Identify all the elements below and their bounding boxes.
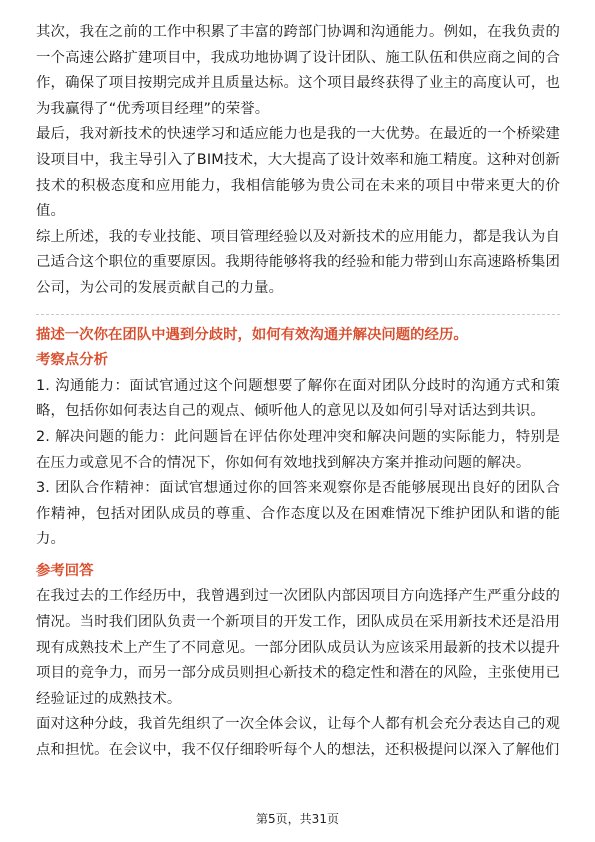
answer-paragraph-1: 在我过去的工作经历中，我曾遇到过一次团队内部因项目方向选择产生严重分歧的情况。当时我们团队负责一个新项目的开发工作，团队成员在采用新技术还是沿用现有成熟技术上产生了不同意见。一部分团队成员认为应该采用最新的技术以提升项目的竞争力，而另一部分成员则担心新技术的稳定性和潜在的风险，主张使用已经验证过的成熟技术。 bbox=[36, 588, 560, 707]
analysis-item-3: 3. 团队合作精神：面试官想通过你的回答来观察你是否能够展现出良好的团队合作精神，包括对团队成员的尊重、合作态度以及在困难情况下维护团队和谐的能力。 bbox=[36, 480, 560, 548]
intro-paragraph-1: 其次，我在之前的工作中积累了丰富的跨部门协调和沟通能力。例如，在我负责的一个高速公路扩建项目中，我成功地协调了设计团队、施工队伍和供应商之间的合作，确保了项目按期完成并且质量达标。这个项目最终获得了业主的高度认可，也为我赢得了“优秀项目经理”的荣誉。 bbox=[36, 24, 560, 117]
intro-section bbox=[36, 20, 560, 302]
question-heading: 描述一次你在团队中遇到分歧时，如何有效沟通并解决问题的经历。 bbox=[36, 326, 468, 343]
intro-paragraph-2: 最后，我对新技术的快速学习和适应能力也是我的一大优势。在最近的一个桥梁建设项目中，我主导引入了BIM技术，大大提高了设计效率和施工精度。这种对创新技术的积极态度和应用能力，我相信能够为贵公司在未来的项目中带来更大的价值。 bbox=[36, 126, 560, 220]
analysis-title: 考察点分析 bbox=[36, 352, 108, 369]
section-divider bbox=[36, 314, 560, 315]
answer-section bbox=[36, 559, 560, 764]
analysis-section bbox=[36, 348, 560, 553]
answer-paragraph-2: 面对这种分歧，我首先组织了一次全体会议，让每个人都有机会充分表达自己的观点和担忧。在会议中，我不仅仔细聆听每个人的想法，还积极提问以深入了解他们 bbox=[36, 716, 560, 759]
page-number: 第5页，共31页 bbox=[256, 812, 339, 826]
document-page bbox=[36, 20, 560, 764]
intro-paragraph-3: 综上所述，我的专业技能、项目管理经验以及对新技术的应用能力，都是我认为自己适合这个职位的重要原因。我期待能够将我的经验和能力带到山东高速路桥集团公司，为公司的发展贡献自己的力量。 bbox=[36, 228, 560, 296]
analysis-item-1: 1. 沟通能力：面试官通过这个问题想要了解你在面对团队分歧时的沟通方式和策略，包括你如何表达自己的观点、倾听他人的意见以及如何引导对话达到共识。 bbox=[36, 377, 560, 420]
analysis-item-2: 2. 解决问题的能力：此问题旨在评估你处理冲突和解决问题的实际能力，特别是在压力或意见不合的情况下，你如何有效地找到解决方案并推动问题的解决。 bbox=[36, 428, 560, 471]
answer-title: 参考回答 bbox=[36, 562, 94, 579]
